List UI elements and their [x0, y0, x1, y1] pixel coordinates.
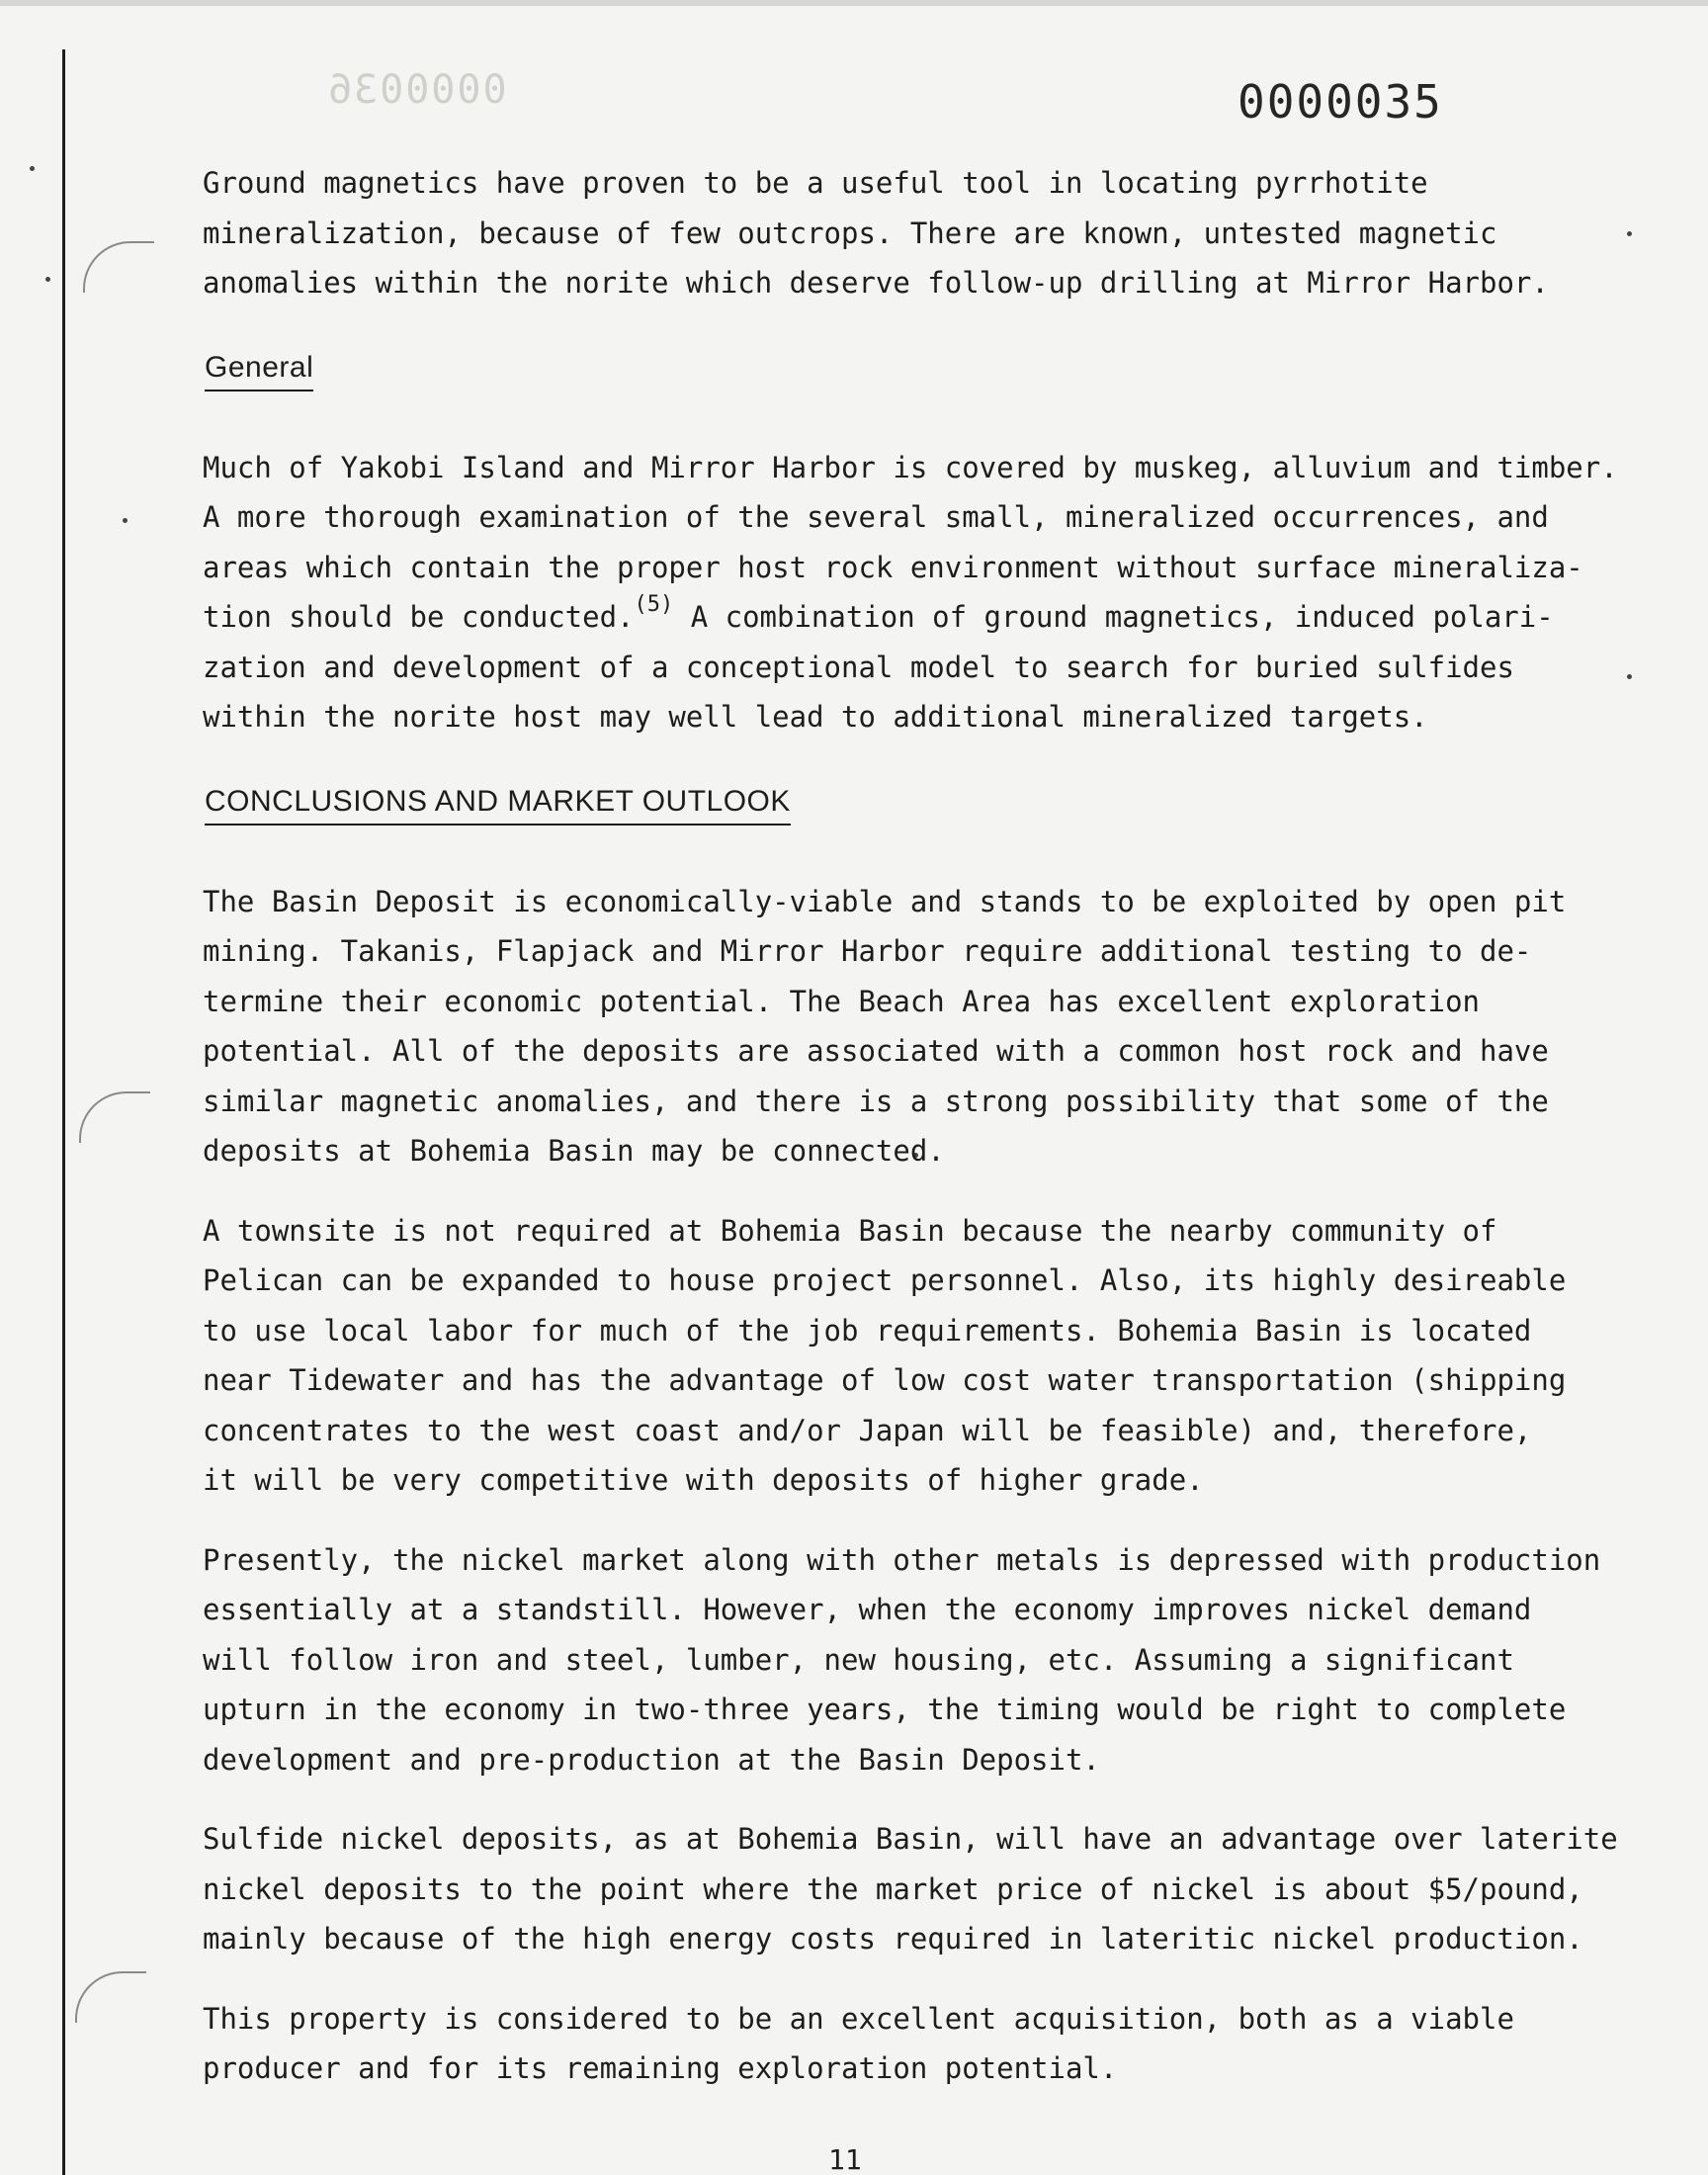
scan-speck [123, 518, 128, 523]
heading-general: General [205, 346, 313, 392]
reference-marker: (5) [634, 592, 674, 617]
heading-conclusions-wrap [203, 772, 1626, 853]
paragraph-general [203, 443, 1626, 742]
paragraph-sulfide-nickel: Sulfide nickel deposits, as at Bohemia Basin, will have an advantage over laterite nickel deposits to the point where the market price of nickel is about $5/pound, mainly because of the high energy costs required in lateritic nickel production. [203, 1822, 1618, 1956]
paragraph-ground-magnetics: Ground magnetics have proven to be a useful tool in locating pyrrhotite mineralization, because of few outcrops. There are known, untested magnetic anomalies within the norite which deserve follow-up drilling at Mirror Harbor. [203, 166, 1549, 300]
scan-speck [45, 277, 50, 282]
heading-conclusions: CONCLUSIONS AND MARKET OUTLOOK [205, 780, 791, 826]
scan-speck [1627, 674, 1632, 679]
paragraph-nickel-market: Presently, the nickel market along with other metals is depressed with production essentially at a standstill. However, when the economy improves nickel demand will follow iron and steel, lumber, new housing, etc. Assuming a significant upturn in the economy in two-three years, the timing would be right to complete development and pre-production at the Basin Deposit. [203, 1542, 1601, 1777]
heading-general-wrap [203, 338, 1626, 419]
punch-hole-mark [83, 241, 154, 293]
bleed-through-number: 0000036 [326, 67, 507, 113]
binding-margin-line [62, 49, 65, 2175]
document-body [203, 158, 1626, 2124]
paragraph-basin-deposit: The Basin Deposit is economically-viable and stands to be exploited by open pit mining. Takanis, Flapjack and Mirror Harbor require additional testing to de- termine their economic potential. The Beach Area has excellent exploration potential. All of the deposits are associated with a common host rock and have similar magnetic anomalies, and there is a strong possibility that some of the deposits at Bohemia Basin may be connected. [203, 884, 1567, 1168]
paragraph-townsite: A townsite is not required at Bohemia Basin because the nearby community of Pelican can be expanded to house project personnel. Also, its highly desireable to use local labor for much of the job requirements. Bohemia Basin is located near Tidewater and has the advantage of low cost water transportation (shipping concentrates to the west coast and/or Japan will be feasible) and, therefore, it will be very competitive with deposits of higher grade. [203, 1213, 1567, 1497]
paragraph-acquisition: This property is considered to be an excellent acquisition, both as a viable producer and for its remaining exploration potential. [203, 2001, 1514, 2085]
page-number: 11 [828, 2143, 862, 2175]
paragraph-general-part-1: Much of Yakobi Island and Mirror Harbor is covered by muskeg, alluvium and timber. A more thorough examination of the several small, mineralized occurrences, and areas which contain the proper host rock environment without surface mineraliza- tion should be conducted. [203, 450, 1618, 634]
scan-speck [30, 166, 35, 171]
scan-speck [1627, 231, 1632, 236]
paragraph-general-part-2: A combination of ground magnetics, induced polari- zation and development of a conceptional model to search for buried sulfides within the norite host may well lead to additional mineralized targets. [203, 600, 1554, 734]
page-top-edge [0, 0, 1708, 6]
punch-hole-mark [79, 1091, 150, 1143]
document-number: 0000035 [1238, 75, 1443, 129]
punch-hole-mark [75, 1971, 146, 2023]
